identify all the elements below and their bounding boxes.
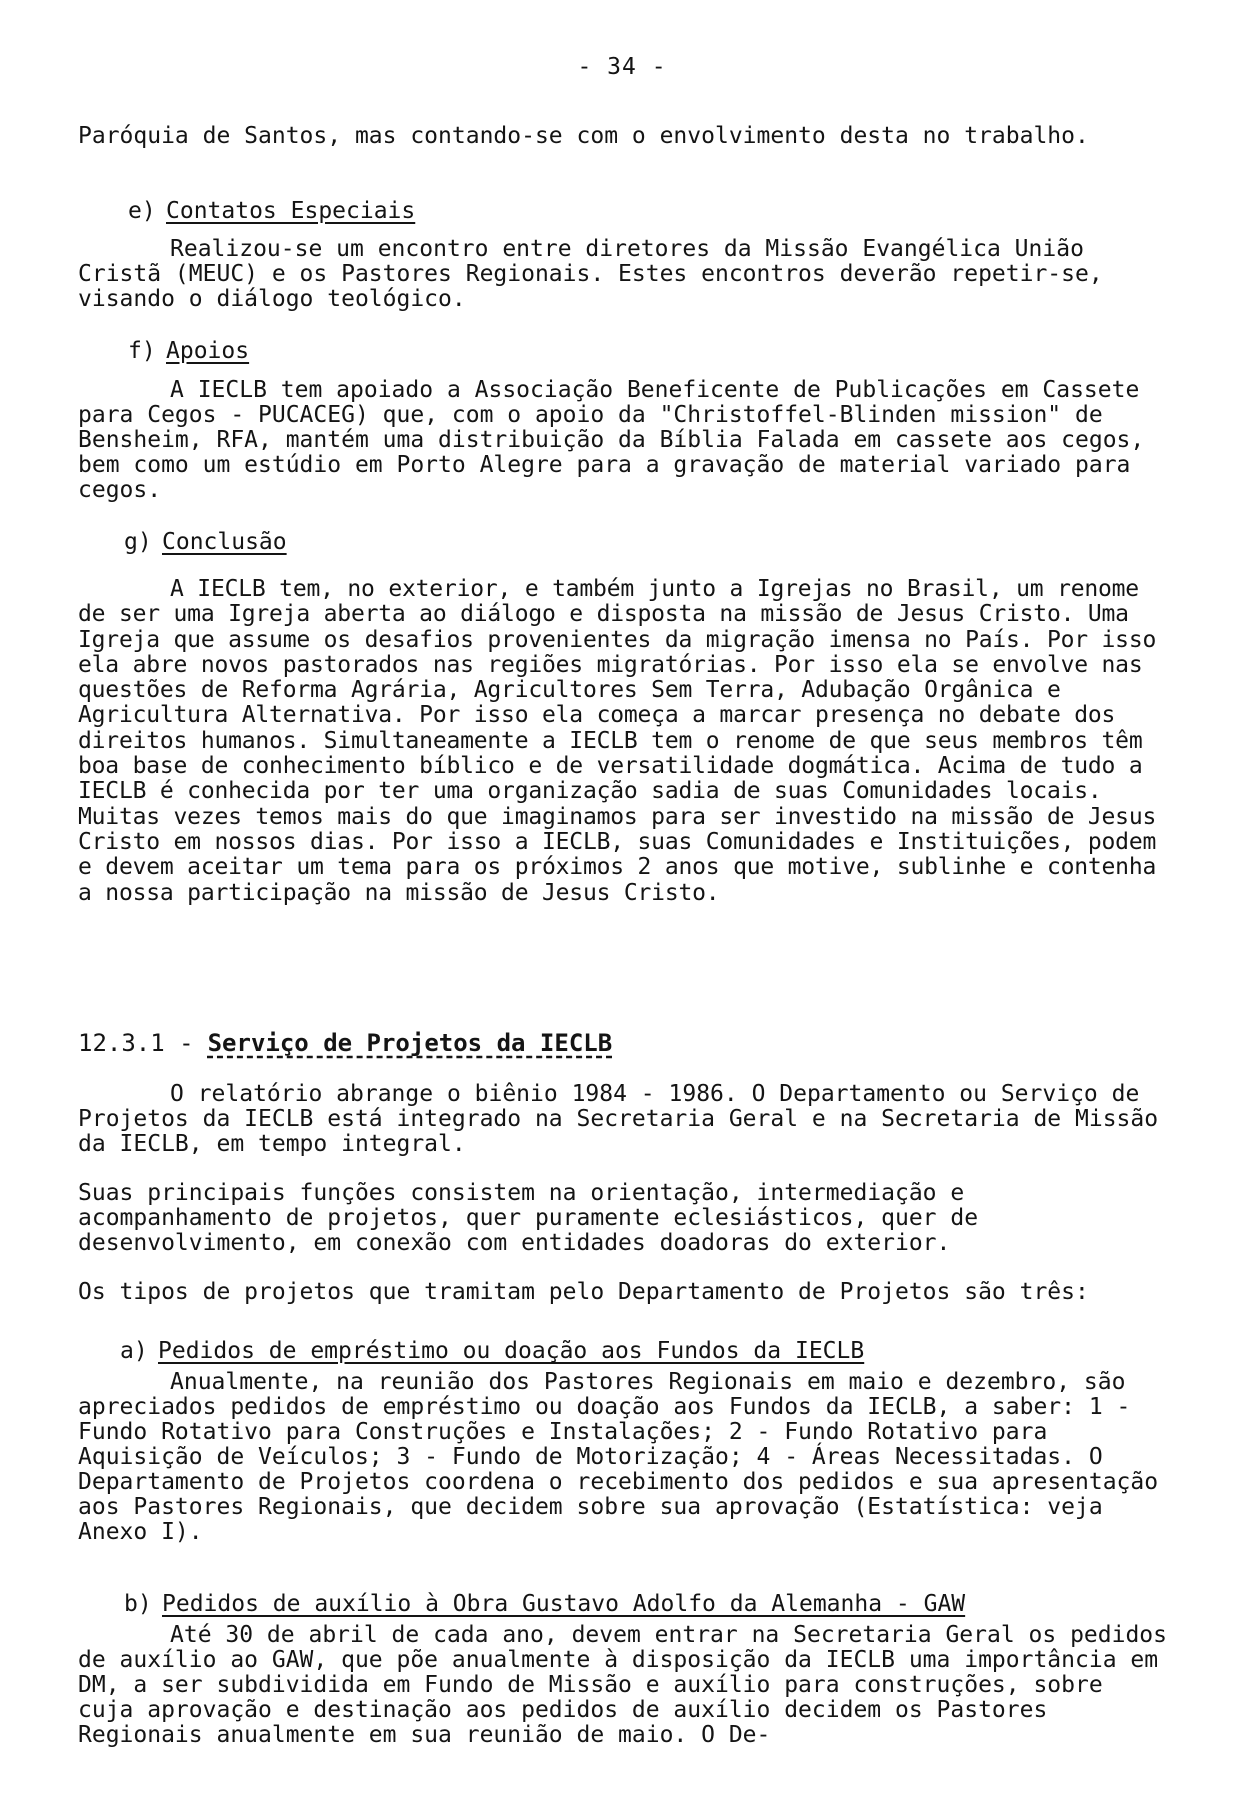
section-12-3-1: [78, 1006, 1168, 1305]
section-title-text: Serviço de Projetos da IECLB: [207, 1029, 613, 1057]
section-paragraph-2: Suas principais funções consistem na orientação, intermediação e acompanhamento de projetos, quer puramente eclesiásticos, quer de desenvolvimento, em conexão com entidades doadoras do exterior.: [78, 1180, 979, 1256]
heading-a-letter: a): [120, 1338, 148, 1364]
item-a: [78, 1338, 1168, 1545]
heading-e-letter: e): [128, 198, 156, 224]
section-paragraph-3: Os tipos de projetos que tramitam pelo Departamento de Projetos são três:: [78, 1279, 1089, 1305]
section-title: [78, 1030, 1168, 1056]
heading-g: [78, 529, 1168, 555]
section-number: 12.3.1 -: [78, 1029, 194, 1057]
heading-f-letter: f): [128, 338, 156, 364]
section-g: [78, 529, 1168, 906]
heading-b-letter: b): [124, 1591, 152, 1617]
item-b-text: Até 30 de abril de cada ano, devem entrar na Secretaria Geral os pedidos de auxílio ao GAW, que põe anualmente à disposição da IECLB uma importância em DM, a ser subdividida em Fundo de Missão e auxílio para construções, sobre cuja aprovação e destinação aos pedidos de auxílio decidem os Pastores Regionais anualmente em sua reunião de maio. O De-: [78, 1622, 1167, 1748]
section-g-text: A IECLB tem, no exterior, e também junto a Igrejas no Brasil, um renome de ser uma Igreja aberta ao diálogo e disposta na missão de Jesus Cristo. Uma Igreja que assume os desafios provenientes da migração imensa no País. Por isso ela abre novos pastorados nas regiões migratórias. Por isso ela se envolve nas questões de Reforma Agrária, Agricultores Sem Terra, Adubação Orgânica e Agricultura Alternativa. Por isso ela começa a marcar presença no debate dos direitos humanos. Simultaneamente a IECLB tem o renome de que seus membros têm boa base de conhecimento bíblico e de versatilidade dogmática. Acima de tudo a IECLB é conhecida por ter uma organização sadia de suas Comunidades locais. Muitas vezes temos mais do que imaginamos para ser investido na missão de Jesus Cristo em nossos dias. Por isso a IECLB, suas Comunidades e Instituições, podem e devem aceitar um tema para os próximos 2 anos que motive, sublinhe e contenha a nossa participação na missão de Jesus Cristo.: [78, 576, 1157, 906]
heading-a: [78, 1338, 1168, 1364]
heading-e: [78, 198, 1168, 224]
heading-e-title: Contatos Especiais: [166, 198, 416, 224]
page-number: - 34 -: [577, 54, 667, 80]
heading-b-title: Pedidos de auxílio à Obra Gustavo Adolfo da Alemanha - GAW: [162, 1591, 966, 1617]
heading-b: [78, 1591, 1168, 1617]
heading-g-letter: g): [124, 529, 152, 555]
section-f: [78, 338, 1168, 503]
heading-f: [78, 338, 1168, 364]
heading-f-title: Apoios: [166, 338, 250, 364]
heading-g-title: Conclusão: [162, 529, 287, 555]
section-e: [78, 198, 1168, 312]
section-paragraph-1: O relatório abrange o biênio 1984 - 1986. O Departamento ou Serviço de Projetos da IECLB está integrado na Secretaria Geral e na Secretaria de Missão da IECLB, em tempo integral.: [78, 1081, 1159, 1157]
section-f-text: A IECLB tem apoiado a Associação Beneficente de Publicações em Cassete para Cegos - PUCACEG) que, com o apoio da "Christoffel-Blinden mission" de Bensheim, RFA, mantém uma distribuição da Bíblia Falada em cassete aos cegos, bem como um estúdio em Porto Alegre para a gravação de material variado para cegos.: [78, 377, 1145, 503]
intro-paragraph: [78, 124, 1168, 149]
intro-text: Paróquia de Santos, mas contando-se com o envolvimento desta no trabalho.: [78, 123, 1089, 149]
section-e-text: Realizou-se um encontro entre diretores da Missão Evangélica União Cristã (MEUC) e os Pastores Regionais. Estes encontros deverão repetir-se, visando o diálogo teológico.: [78, 236, 1103, 312]
heading-a-title: Pedidos de empréstimo ou doação aos Fundos da IECLB: [158, 1338, 865, 1364]
item-b: [78, 1591, 1168, 1748]
item-a-text: Anualmente, na reunião dos Pastores Regionais em maio e dezembro, são apreciados pedidos de empréstimo ou doação aos Fundos da IECLB, a saber: 1 - Fundo Rotativo para Construções e Instalações; 2 - Fundo Rotativo para Aquisição de Veículos; 3 - Fundo de Motorização; 4 - Áreas Necessitadas. O Departamento de Projetos coordena o recebimento dos pedidos e sua apresentação aos Pastores Regionais, que decidem sobre sua aprovação (Estatística: veja Anexo I).: [78, 1369, 1159, 1545]
